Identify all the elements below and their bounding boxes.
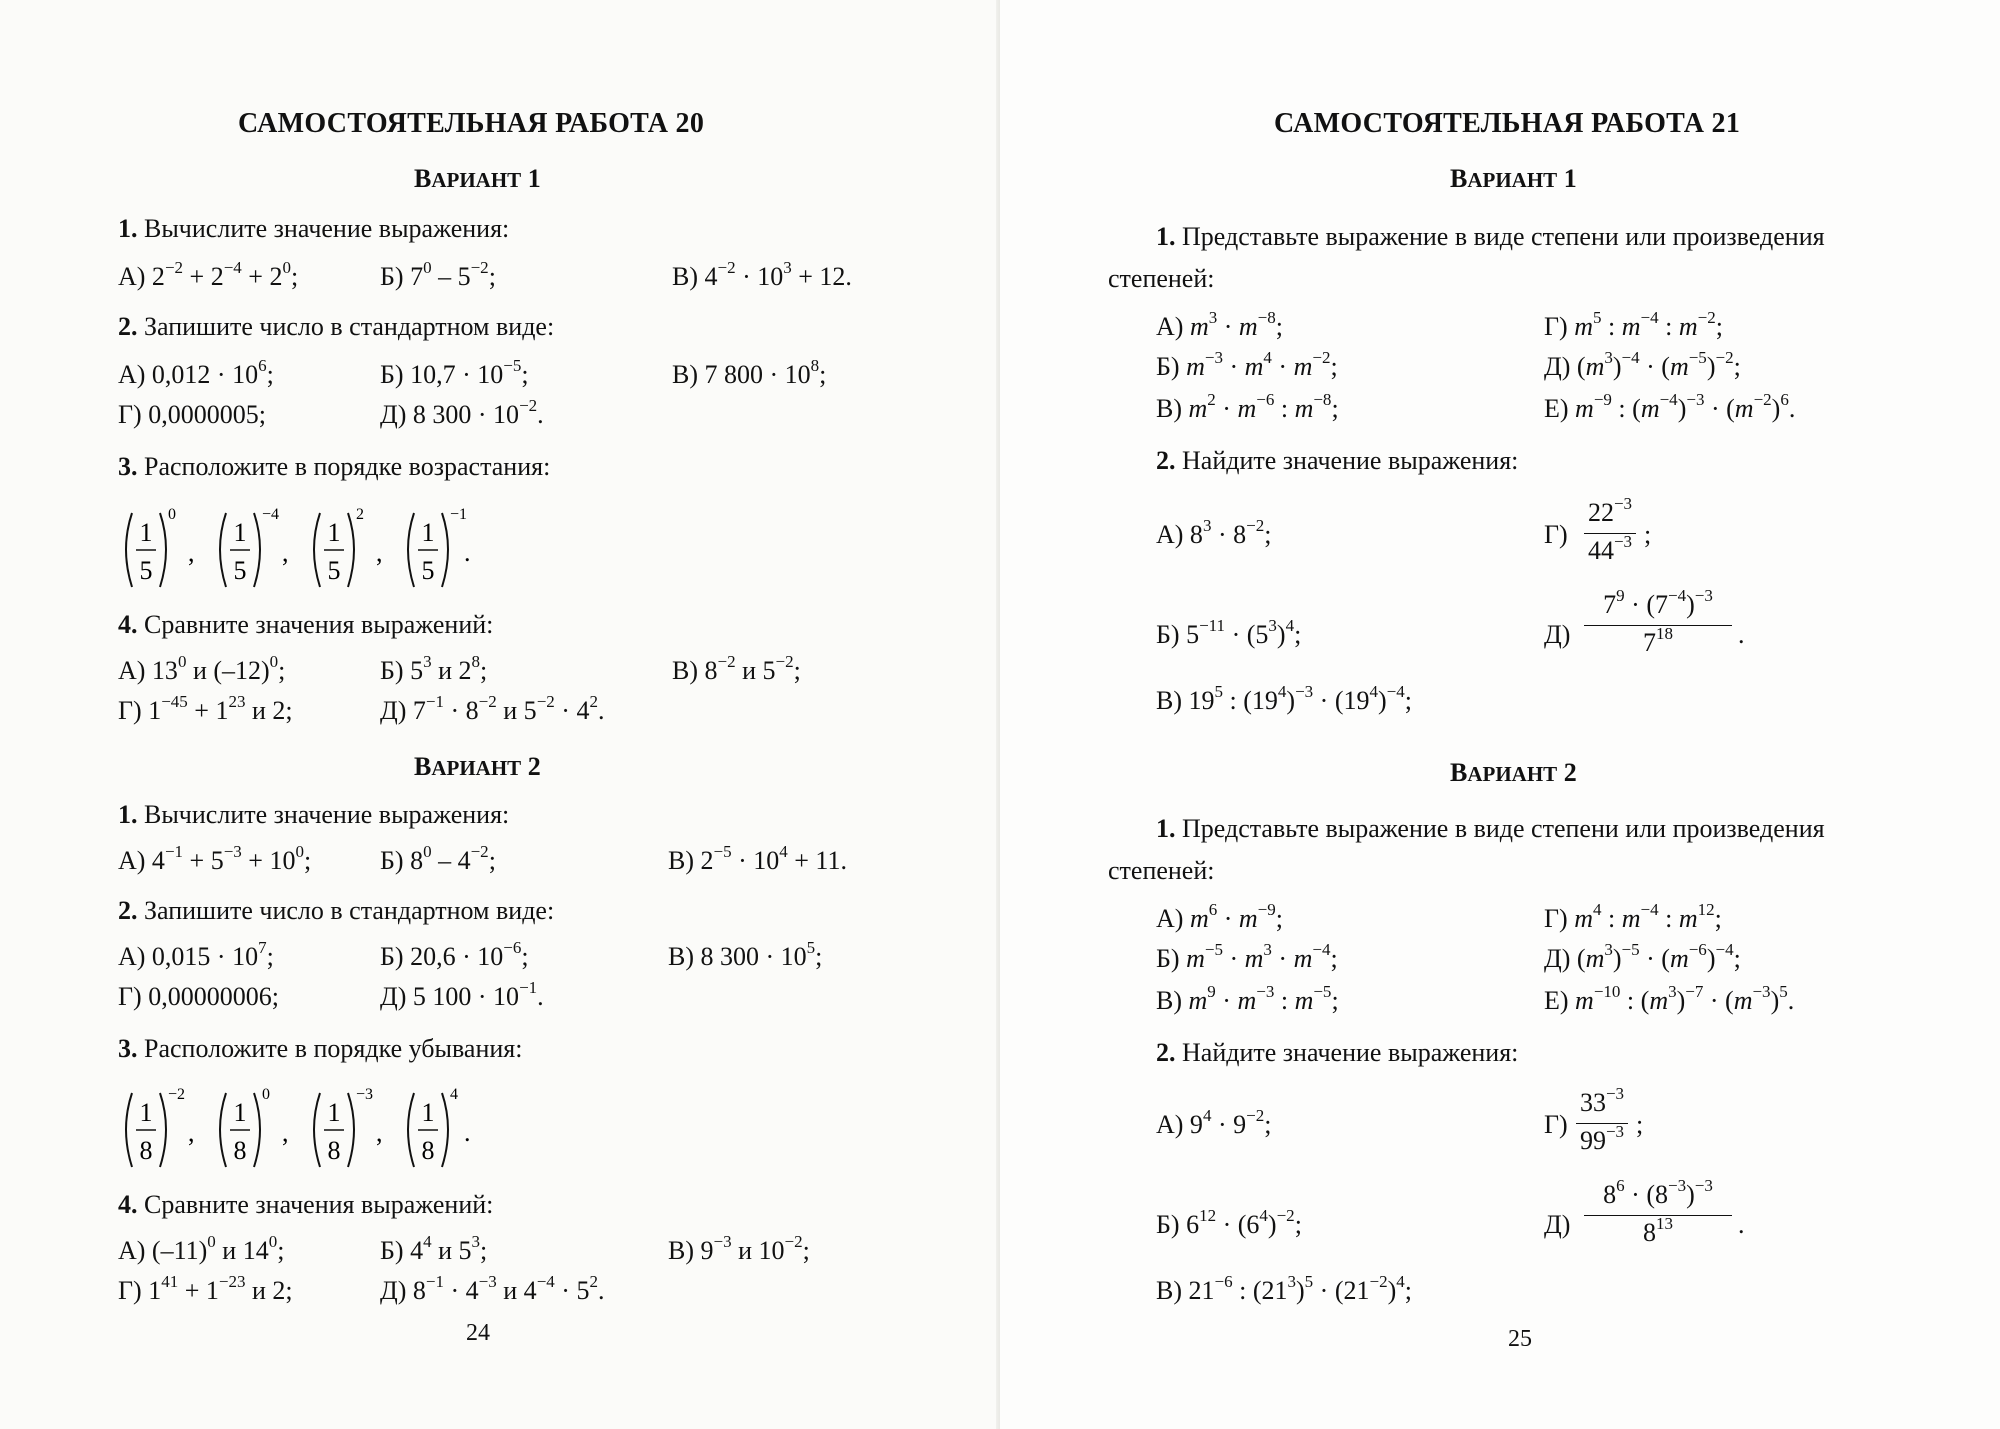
page-number: 25 [1508, 1326, 1532, 1352]
item-a: А) $9^4 \cdot 9^{-2}$; [1156, 1106, 1272, 1139]
parenthesized-fraction [314, 506, 383, 587]
item-e: Е) $m^{-10}$ : $(m^3)^{-7} \cdot (m^{-3})^5$. [1544, 982, 1795, 1015]
numerator: 1 [233, 1098, 247, 1127]
separator: . [464, 1118, 471, 1147]
item-d: Д) 5 $100 \cdot 10^{-1}$. [380, 978, 544, 1011]
parenthesized-fraction [408, 1086, 471, 1167]
item-d: Д) [1544, 1210, 1571, 1239]
denominator: 8 [421, 1136, 435, 1165]
item-a: А) $4^{-1} + 5^{-3} + 10^0$; [118, 842, 312, 875]
right-page [1000, 0, 2000, 1429]
semicolon: ; [1636, 1110, 1644, 1139]
task-1: 1. Представьте выражение в виде степени или произведения [1156, 814, 1825, 843]
task-1: 1. Представьте выражение в виде степени или произведения [1156, 222, 1825, 251]
left-paren [314, 513, 320, 587]
right-paren [348, 513, 354, 587]
exponent: 0 [168, 506, 176, 523]
item-v: В) $8^{-2}$ и $5^{-2}$; [672, 652, 801, 685]
variant-heading: ВАРИАНТ 2 [1450, 758, 1577, 787]
exponent: −4 [262, 506, 280, 523]
item-a: А) $0,012 \cdot 10^6$; [118, 356, 274, 389]
task-2: 2. Найдите значение выражения: [1156, 446, 1519, 475]
numerator: 1 [327, 518, 341, 547]
item-v: В) 7 $800 \cdot 10^8$; [672, 356, 827, 389]
task-3: 3. Расположите в порядке возрастания: [118, 452, 551, 481]
left-paren [220, 1093, 226, 1167]
item-b: Б) $8^0 - 4^{-2}$; [380, 842, 496, 875]
item-d: Д) [1544, 620, 1571, 649]
item-g: Г) [1544, 520, 1568, 549]
exponent: 2 [356, 506, 364, 523]
page-title: САМОСТОЯТЕЛЬНАЯ РАБОТА 21 [1274, 108, 1741, 139]
fraction-sequence [118, 1085, 498, 1175]
left-paren [220, 513, 226, 587]
right-paren [254, 1093, 260, 1167]
left-paren [314, 1093, 320, 1167]
exponent: −3 [356, 1086, 374, 1103]
item-g: Г) [1544, 1110, 1568, 1139]
semicolon: ; [1644, 520, 1652, 549]
left-paren [408, 513, 414, 587]
task-3: 3. Расположите в порядке убывания: [118, 1034, 523, 1063]
task-1: 1. Вычислите значение выражения: [118, 214, 510, 243]
denominator: 5 [327, 556, 341, 585]
separator: , [376, 1118, 383, 1147]
item-a: А) $0,015 \cdot 10^7$; [118, 938, 274, 971]
item-b: Б) $20,6 \cdot 10^{-6}$; [380, 938, 529, 971]
item-e: Е) $m^{-9}$ : $(m^{-4})^{-3} \cdot (m^{-2})^6$. [1544, 390, 1796, 423]
separator: . [464, 538, 471, 567]
separator: , [376, 538, 383, 567]
right-paren [442, 513, 448, 587]
numerator: 1 [421, 1098, 435, 1127]
task-1-continued: степеней: [1108, 264, 1215, 293]
right-paren [254, 513, 260, 587]
task-2: 2. Запишите число в стандартном виде: [118, 312, 555, 341]
item-d: Д) 8 $300 \cdot 10^{-2}$. [380, 396, 544, 429]
item-v: В) $2^{-5} \cdot 10^4 + 11$. [668, 842, 847, 875]
task-1-continued: степеней: [1108, 856, 1215, 885]
item-b: Б) $6^{12} \cdot (6^4)^{-2}$; [1156, 1206, 1302, 1239]
exponent: −1 [450, 506, 468, 523]
period: . [1738, 1210, 1745, 1239]
item-b: Б) $m^{-5} \cdot m^3 \cdot m^{-4}$; [1156, 940, 1338, 973]
denominator: 5 [421, 556, 435, 585]
item-g: Г) 0,0000005; [118, 400, 266, 429]
left-paren [408, 1093, 414, 1167]
parenthesized-fraction [408, 506, 471, 587]
right-paren [442, 1093, 448, 1167]
numerator: 1 [139, 518, 153, 547]
separator: , [188, 538, 195, 567]
variant-heading: ВАРИАНТ 2 [414, 752, 541, 781]
item-g: Г) $m^4$ : $m^{-4}$ : $m^{12}$; [1544, 900, 1722, 933]
item-v: В) $4^{-2} \cdot 10^3 + 12$. [672, 258, 852, 291]
item-g: Г) $m^5$ : $m^{-4}$ : $m^{-2}$; [1544, 308, 1723, 341]
fraction: $7^9 \cdot (7^{-4})^{-3}$ $7^{18}$ [1584, 590, 1732, 661]
separator: , [188, 1118, 195, 1147]
item-b: Б) $m^{-3} \cdot m^4 \cdot m^{-2}$; [1156, 348, 1338, 381]
exponent: 4 [450, 1086, 458, 1103]
fraction-sequence [118, 505, 498, 595]
task-1: 1. Вычислите значение выражения: [118, 800, 510, 829]
fraction: $33^{-3}$ $99^{-3}$ [1576, 1088, 1628, 1159]
task-2: 2. Найдите значение выражения: [1156, 1038, 1519, 1067]
parenthesized-fraction [126, 506, 195, 587]
denominator: 8 [327, 1136, 341, 1165]
item-b: Б) $4^4$ и $5^3$; [380, 1232, 488, 1265]
exponent: 0 [262, 1086, 270, 1103]
item-g: Г) $1^{41} + 1^{-23}$ и 2; [118, 1272, 293, 1305]
task-4: 4. Сравните значения выражений: [118, 610, 494, 639]
exponent: −2 [168, 1086, 186, 1103]
item-v: В) 8 $300 \cdot 10^5$; [668, 938, 823, 971]
task-4: 4. Сравните значения выражений: [118, 1190, 494, 1219]
period: . [1738, 620, 1745, 649]
item-v: В) $m^9 \cdot m^{-3}$ : $m^{-5}$; [1156, 982, 1339, 1015]
item-b: Б) $7^0 - 5^{-2}$; [380, 258, 496, 291]
item-a: А) $8^3 \cdot 8^{-2}$; [1156, 516, 1272, 549]
item-v: В) $21^{-6}$ : $(21^3)^5 \cdot (21^{-2})^4$; [1156, 1272, 1412, 1305]
page-number: 24 [466, 1320, 490, 1346]
fraction: $8^6 \cdot (8^{-3})^{-3}$ $8^{13}$ [1584, 1180, 1732, 1251]
right-paren [160, 1093, 166, 1167]
task-2: 2. Запишите число в стандартном виде: [118, 896, 555, 925]
item-b: Б) $5^{-11} \cdot (5^3)^4$; [1156, 616, 1302, 649]
denominator: 8 [139, 1136, 153, 1165]
item-a: А) $2^{-2} + 2^{-4} + 2^0$; [118, 258, 299, 291]
item-v: В) $9^{-3}$ и $10^{-2}$; [668, 1232, 810, 1265]
variant-heading: ВАРИАНТ 1 [414, 164, 541, 193]
denominator: 8 [233, 1136, 247, 1165]
fraction: $22^{-3}$ $44^{-3}$ [1584, 498, 1636, 569]
item-b: Б) $10,7 \cdot 10^{-5}$; [380, 356, 529, 389]
item-g: Г) 0,00000006; [118, 982, 279, 1011]
item-a: А) $13^0$ и $(-12)^0$; [118, 652, 286, 685]
item-v: В) $19^5$ : $(19^4)^{-3} \cdot (19^4)^{-4}$; [1156, 682, 1412, 715]
item-v: В) $m^2 \cdot m^{-6}$ : $m^{-8}$; [1156, 390, 1339, 423]
item-a: А) $m^6 \cdot m^{-9}$; [1156, 900, 1283, 933]
page-title: САМОСТОЯТЕЛЬНАЯ РАБОТА 20 [238, 108, 705, 139]
item-d: Д) $(m^3)^{-4} \cdot (m^{-5})^{-2}$; [1544, 348, 1741, 381]
left-paren [126, 513, 132, 587]
item-d: Д) $7^{-1} \cdot 8^{-2}$ и $5^{-2} \cdot 4^2$. [380, 692, 605, 725]
item-d: Д) $(m^3)^{-5} \cdot (m^{-6})^{-4}$; [1544, 940, 1741, 973]
fraction-sequence-svg [118, 1085, 498, 1175]
item-a: А) $(-11)^0$ и $14^0$; [118, 1232, 285, 1265]
separator: , [282, 538, 289, 567]
parenthesized-fraction [314, 1086, 383, 1167]
fraction-sequence-svg [118, 505, 498, 595]
parenthesized-fraction [220, 1086, 289, 1167]
parenthesized-fraction [126, 1086, 195, 1167]
denominator: 5 [233, 556, 247, 585]
separator: , [282, 1118, 289, 1147]
right-paren [160, 513, 166, 587]
numerator: 1 [421, 518, 435, 547]
right-paren [348, 1093, 354, 1167]
item-g: Г) $1^{-45} + 1^{23}$ и 2; [118, 692, 293, 725]
parenthesized-fraction [220, 506, 289, 587]
numerator: 1 [233, 518, 247, 547]
item-a: А) $m^3 \cdot m^{-8}$; [1156, 308, 1283, 341]
denominator: 5 [139, 556, 153, 585]
numerator: 1 [327, 1098, 341, 1127]
numerator: 1 [139, 1098, 153, 1127]
item-d: Д) $8^{-1} \cdot 4^{-3}$ и $4^{-4} \cdot 5^2$. [380, 1272, 605, 1305]
variant-heading: ВАРИАНТ 1 [1450, 164, 1577, 193]
left-paren [126, 1093, 132, 1167]
item-b: Б) $5^3$ и $2^8$; [380, 652, 488, 685]
